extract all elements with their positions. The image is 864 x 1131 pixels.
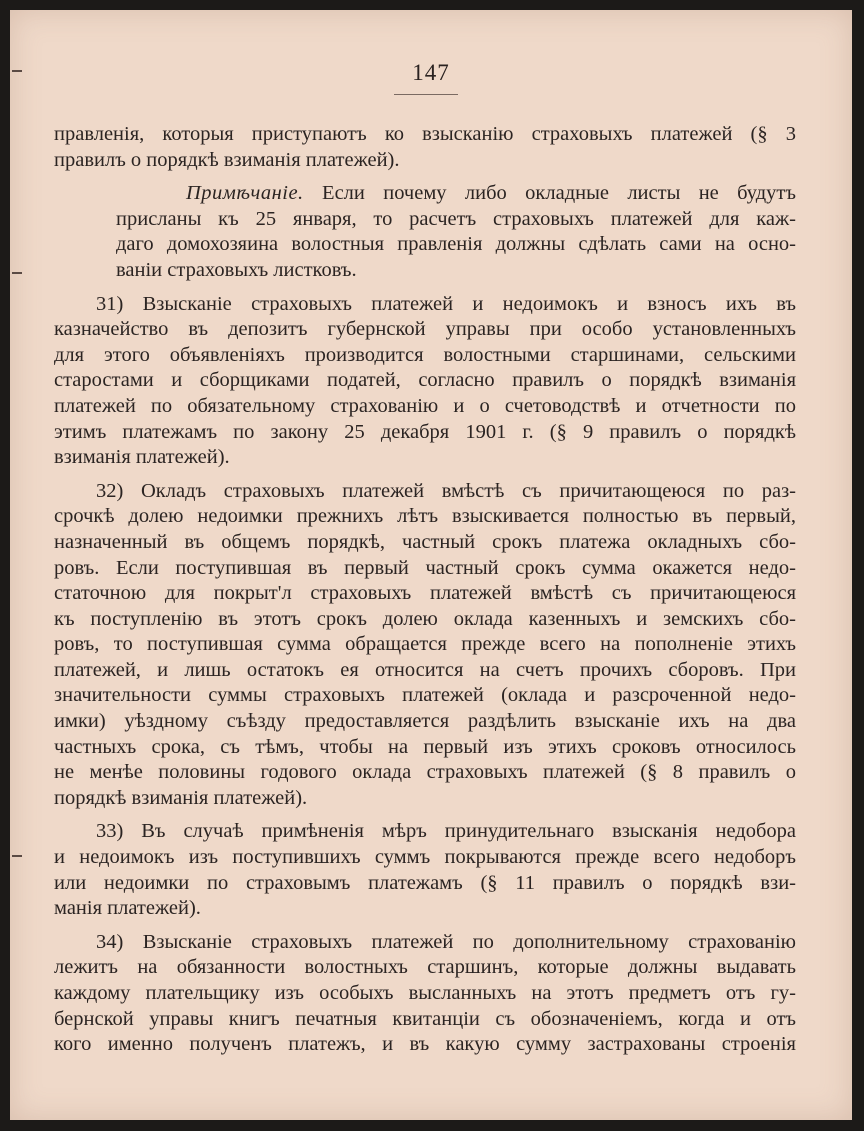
text-line: старостами и сборщиками податей, согласно правилъ о порядкѣ взиманія	[54, 369, 796, 392]
text-line: взиманія платежей).	[54, 446, 230, 469]
paragraph-32	[54, 479, 796, 812]
text-line: этимъ платежамъ по закону 25 декабря 1901 г. (§ 9 правилъ о порядкѣ	[54, 420, 796, 443]
text-line: значительности суммы страховыхъ платежей (оклада и разсроченной недо-	[54, 684, 796, 707]
page-number: 147	[412, 60, 450, 85]
text-line: платежей по обязательному страхованію и о счетоводствѣ и отчетности по	[54, 394, 796, 417]
margin-mark	[12, 855, 22, 857]
text-line: порядкѣ взиманія платежей).	[54, 786, 308, 809]
text-line: ровъ, то поступившая сумма обращается прежде всего на пополненіе этихъ	[54, 633, 796, 656]
text-line: не менѣе половины годового оклада страховыхъ платежей (§ 8 правилъ о	[54, 761, 796, 784]
text-line: и недоимокъ изъ поступившихъ суммъ покрываются прежде всего недоборъ	[54, 846, 796, 869]
text-line: 32) Окладъ страховыхъ платежей вмѣстѣ съ причитающеюся по раз-	[96, 479, 796, 502]
text-line: правилъ о порядкѣ взиманія платежей).	[54, 148, 400, 171]
text-line: кого именно полученъ платежъ, и въ какую сумму застрахованы строенія	[54, 1033, 796, 1056]
note-heading: Примѣчаніе.	[186, 182, 304, 205]
text-line	[116, 181, 796, 207]
text-line: лежитъ на обязанности волостныхъ старшинъ, которые должны выдавать	[54, 956, 796, 979]
text-line: ваніи страховыхъ листковъ.	[116, 258, 357, 281]
note-text: Если почему либо окладные листы не будутъ	[322, 182, 796, 205]
text-line: для этого объявленіяхъ производится волостными старшинами, сельскими	[54, 343, 796, 366]
text-line: срочкѣ долею недоимки прежнихъ лѣтъ взыскивается полностью въ первый,	[54, 505, 796, 528]
text-line: частныхъ срока, съ тѣмъ, чтобы на первый изъ этихъ сроковъ относилось	[54, 735, 796, 758]
margin-mark	[12, 272, 22, 274]
text-line: 31) Взысканіе страховыхъ платежей и недоимокъ и взносъ ихъ въ	[96, 292, 796, 315]
text-line: манія платежей).	[54, 897, 201, 920]
text-line: ровъ. Если поступившая въ первый частный срокъ сумма окажется недо-	[54, 556, 796, 579]
text-line: казначейство въ депозитъ губернской управы при особо установленныхъ	[54, 318, 796, 341]
text-line: 34) Взысканіе страховыхъ платежей по дополнительному страхованію	[96, 930, 796, 953]
note-block	[116, 181, 796, 283]
text-line: даго домохозяина волостныя правленія должны сдѣлать сами на осно-	[116, 233, 796, 256]
text-line: 33) Въ случаѣ примѣненія мѣръ принудительнаго взысканія недобора	[96, 820, 796, 843]
text-line: правленія, которыя приступаютъ ко взысканію страховыхъ платежей (§ 3	[54, 123, 796, 145]
paragraph-34	[54, 930, 796, 1058]
text-line: имки) уѣздному съѣзду предоставляется раздѣлить взысканіе ихъ на два	[54, 710, 796, 733]
page-body	[54, 122, 796, 1058]
text-line: или недоимки по страховымъ платежамъ (§ 11 правилъ о порядкѣ взи-	[54, 871, 796, 894]
text-line: бернской управы книгъ печатныя квитанціи съ обозначеніемъ, когда и отъ	[54, 1007, 796, 1030]
text-line: статочною для покрыт'л страховыхъ платежей вмѣстѣ съ причитающеюся	[54, 582, 796, 605]
text-line: платежей, и лишь остатокъ ея относится на счетъ прочихъ сборовъ. При	[54, 658, 796, 681]
page-number-rule	[394, 94, 458, 95]
text-line: къ поступленію въ этотъ срокъ долею оклада казенныхъ и земскихъ сбо-	[54, 607, 796, 630]
paragraph-33	[54, 819, 796, 921]
text-line: назначенный въ общемъ порядкѣ, частный срокъ платежа окладныхъ сбо-	[54, 530, 796, 553]
text-line: присланы къ 25 января, то расчетъ страховыхъ платежей для каж-	[116, 207, 796, 230]
paragraph-31	[54, 292, 796, 471]
paragraph-continuation	[54, 122, 796, 173]
book-page	[10, 10, 852, 1120]
text-line: каждому плательщику изъ особыхъ высланныхъ на этотъ предметъ отъ гу-	[54, 982, 796, 1004]
